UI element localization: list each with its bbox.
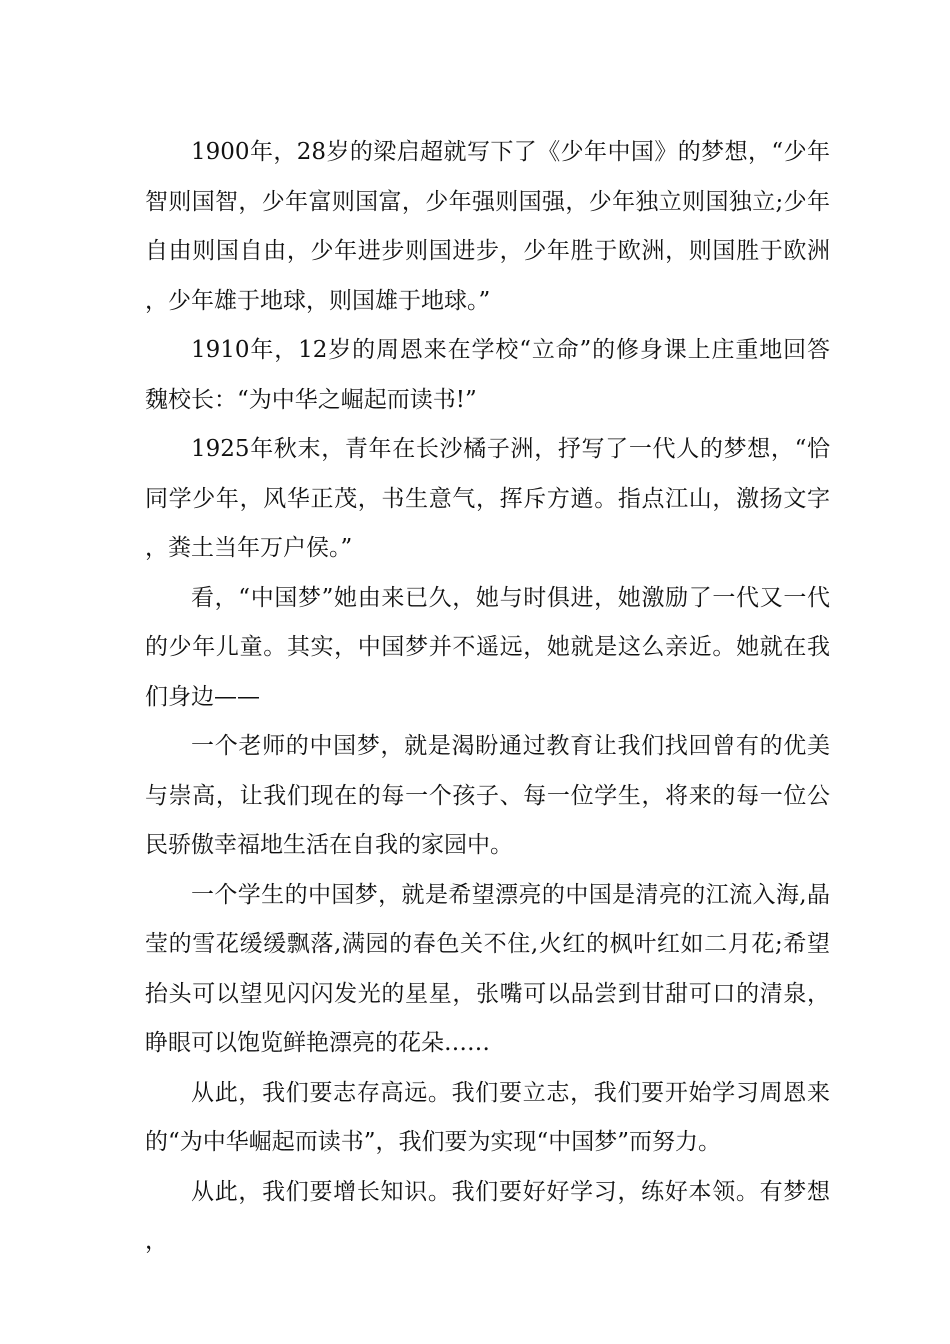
paragraph-student-dream: 一个学生的中国梦，就是希望漂亮的中国是清亮的江流入海,晶莹的雪花缓缓飘落,满园的春色关不住,火红的枫叶红如二月花;希望抬头可以望见闪闪发光的星星，张嘴可以品尝到甘甜可口的清泉，睁眼可以饱览鲜艳漂亮的花朵…… xyxy=(145,881,830,1056)
document-body xyxy=(145,128,830,1267)
paragraph-liang-qichao: 1900年，28岁的梁启超就写下了《少年中国》的梦想，“少年智则国智，少年富则国富，少年强则国强，少年独立则国独立;少年自由则国自由，少年进步则国进步，少年胜于欧洲，则国胜于欧洲，少年雄于地球，则国雄于地球。” xyxy=(145,139,830,314)
paragraph-knowledge: 从此，我们要增长知识。我们要好好学习，练好本领。有梦想， xyxy=(145,1178,830,1254)
paragraph-zhou-enlai: 1910年，12岁的周恩来在学校“立命”的修身课上庄重地回答魏校长：“为中华之崛起而读书!” xyxy=(145,337,830,413)
paragraph-aspiration: 从此，我们要志存高远。我们要立志，我们要开始学习周恩来的“为中华崛起而读书”，我们要为实现“中国梦”而努力。 xyxy=(145,1079,830,1155)
paragraph-1925-poem: 1925年秋末，青年在长沙橘子洲，抒写了一代人的梦想，“恰同学少年，风华正茂，书生意气，挥斥方遒。指点江山，激扬文字，粪土当年万户侯。” xyxy=(145,436,830,561)
paragraph-teacher-dream: 一个老师的中国梦，就是渴盼通过教育让我们找回曾有的优美与崇高，让我们现在的每一个孩子、每一位学生，将来的每一位公民骄傲幸福地生活在自我的家园中。 xyxy=(145,733,830,858)
paragraph-china-dream-intro: 看，“中国梦”她由来已久，她与时俱进，她激励了一代又一代的少年儿童。其实，中国梦并不遥远，她就是这么亲近。她就在我们身边—— xyxy=(145,584,830,710)
